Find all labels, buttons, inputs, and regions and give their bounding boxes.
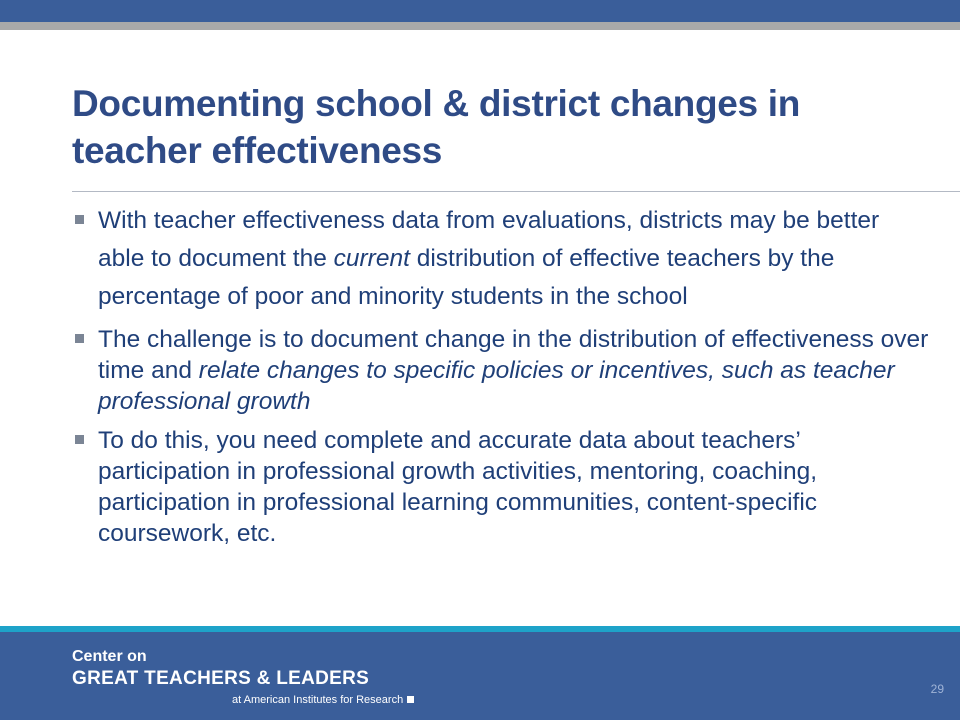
- bullet-text: [98, 326, 928, 415]
- footer: [0, 632, 960, 720]
- bullet-text-emphasis: current: [333, 245, 410, 272]
- bullet-list: [72, 202, 932, 557]
- bullet-item: [72, 324, 932, 417]
- logo-line-name: GREAT TEACHERS & LEADERS: [72, 668, 370, 689]
- header-bar: [0, 0, 960, 22]
- logo-affiliation-text: at American Institutes for Research: [232, 694, 404, 706]
- bullet-text-segment: To do this, you need complete and accurate data about teachers’ participation in professional growth activities, mentoring, coaching, participation in professional learning communities, content-specific coursework, etc.: [98, 427, 818, 547]
- logo-square-icon: [407, 696, 414, 703]
- bullet-item: [72, 425, 932, 549]
- logo-line-center-on: Center on: [72, 648, 147, 665]
- header-stripe: [0, 22, 960, 30]
- bullet-text-segment: distribution of effective teachers by the percentage of poor and minority students in the school: [98, 245, 835, 310]
- slide-title: Documenting school & district changes in teacher effectiveness: [72, 83, 801, 171]
- bullet-text: [98, 207, 879, 310]
- square-bullet-icon: [75, 215, 84, 224]
- organization-logo: [72, 647, 414, 709]
- bullet-text-segment: The challenge is to document change in the distribution of effectiveness over time and: [98, 326, 929, 384]
- bullet-text-emphasis: relate changes to specific policies or incentives, such as teacher professional growth: [98, 357, 895, 415]
- title-divider: [72, 191, 960, 192]
- bullet-text-segment: With teacher effectiveness data from evaluations, districts may be better able to document the: [98, 207, 880, 272]
- page-number: 29: [930, 682, 944, 696]
- square-bullet-icon: [75, 334, 84, 343]
- square-bullet-icon: [75, 435, 84, 444]
- bullet-text: [98, 427, 817, 547]
- logo-line-affiliation: [72, 691, 414, 709]
- bullet-item: [72, 202, 932, 316]
